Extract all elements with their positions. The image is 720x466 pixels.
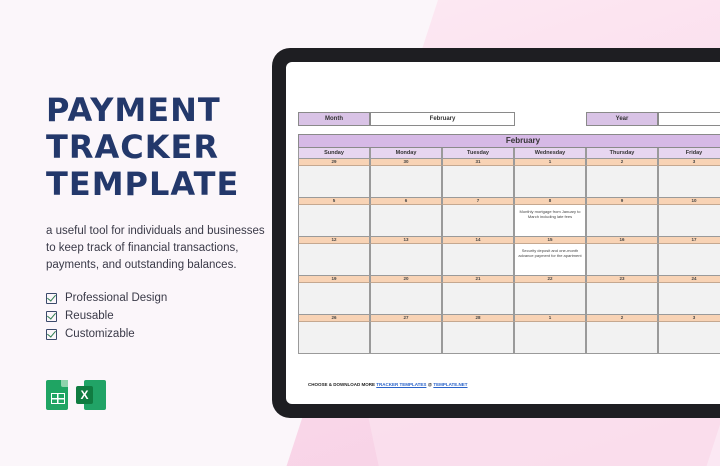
note-row [298, 166, 720, 198]
note-cell[interactable]: Security deposit and one-month advance payment for the apartment [514, 244, 586, 276]
date-cell: 3 [658, 315, 720, 322]
note-row [298, 205, 720, 237]
note-cell[interactable] [514, 322, 586, 354]
note-cell[interactable] [370, 283, 442, 315]
date-cell: 3 [658, 159, 720, 166]
note-cell[interactable] [370, 205, 442, 237]
year-label: Year [586, 112, 658, 126]
feature-item [46, 289, 276, 307]
date-cell: 23 [586, 276, 658, 283]
date-cell: 9 [586, 198, 658, 205]
note-cell[interactable] [370, 244, 442, 276]
date-cell: 2 [586, 159, 658, 166]
date-cell: 1 [514, 315, 586, 322]
google-sheets-icon [46, 380, 68, 410]
year-value[interactable] [658, 112, 720, 126]
description: a useful tool for individuals and businesses to keep track of financial transactions, payments, and outstanding balances. [46, 225, 265, 271]
checkbox-icon [46, 311, 57, 322]
feature-item [46, 307, 276, 325]
date-row [298, 159, 720, 166]
date-cell: 22 [514, 276, 586, 283]
date-cell: 8 [514, 198, 586, 205]
title-line-2: TRACKER [46, 128, 220, 166]
hero-section [46, 92, 276, 343]
note-cell[interactable] [514, 283, 586, 315]
date-cell: 24 [658, 276, 720, 283]
weekday-label: Thursday [586, 148, 658, 159]
date-cell: 1 [514, 159, 586, 166]
weekday-label: Wednesday [514, 148, 586, 159]
note-row [298, 283, 720, 315]
note-cell[interactable] [442, 205, 514, 237]
note-cell[interactable] [658, 166, 720, 198]
calendar-week [298, 237, 720, 276]
weekday-label: Friday [658, 148, 720, 159]
date-cell: 17 [658, 237, 720, 244]
note-cell[interactable] [298, 322, 370, 354]
date-cell: 2 [586, 315, 658, 322]
calendar-grid [298, 134, 720, 354]
date-cell: 28 [442, 315, 514, 322]
footer-separator: @ [427, 382, 433, 387]
calendar-week [298, 159, 720, 198]
note-cell[interactable] [442, 283, 514, 315]
weekday-label: Sunday [298, 148, 370, 159]
note-cell[interactable]: Monthly mortgage from January to March including late fees [514, 205, 586, 237]
weekday-header [298, 148, 720, 159]
note-cell[interactable] [658, 205, 720, 237]
date-row [298, 237, 720, 244]
date-cell: 15 [514, 237, 586, 244]
calendar-title: February [298, 134, 720, 148]
note-cell[interactable] [514, 166, 586, 198]
feature-item [46, 325, 276, 343]
note-row [298, 322, 720, 354]
note-cell[interactable] [442, 322, 514, 354]
note-cell[interactable] [370, 322, 442, 354]
feature-label: Professional Design [65, 292, 168, 304]
note-cell[interactable] [442, 166, 514, 198]
date-cell: 13 [370, 237, 442, 244]
date-cell: 26 [298, 315, 370, 322]
footer-link-site[interactable]: TEMPLATE.NET [433, 382, 468, 387]
footer-prefix: CHOOSE & DOWNLOAD MORE [308, 382, 375, 387]
month-year-header [298, 112, 720, 126]
checkbox-icon [46, 329, 57, 340]
note-cell[interactable] [658, 283, 720, 315]
note-cell[interactable] [586, 322, 658, 354]
title-line-3: TEMPLATE [46, 165, 240, 203]
date-cell: 31 [442, 159, 514, 166]
app-icons [46, 380, 106, 410]
calendar-weeks [298, 159, 720, 354]
feature-label: Customizable [65, 328, 135, 340]
date-cell: 29 [298, 159, 370, 166]
date-row [298, 276, 720, 283]
date-cell: 12 [298, 237, 370, 244]
date-row [298, 198, 720, 205]
date-row [298, 315, 720, 322]
date-cell: 20 [370, 276, 442, 283]
note-cell[interactable] [442, 244, 514, 276]
tablet-frame [272, 48, 720, 418]
note-cell[interactable] [586, 166, 658, 198]
note-cell[interactable] [586, 205, 658, 237]
date-cell: 19 [298, 276, 370, 283]
date-cell: 6 [370, 198, 442, 205]
date-cell: 21 [442, 276, 514, 283]
note-cell[interactable] [298, 283, 370, 315]
spreadsheet [298, 112, 720, 320]
weekday-label: Tuesday [442, 148, 514, 159]
excel-icon: X [76, 380, 106, 410]
note-cell[interactable] [298, 166, 370, 198]
month-value[interactable]: February [370, 112, 515, 126]
month-label: Month [298, 112, 370, 126]
date-cell: 10 [658, 198, 720, 205]
footer-link-templates[interactable]: TRACKER TEMPLATES [376, 382, 427, 387]
date-cell: 7 [442, 198, 514, 205]
note-cell[interactable] [298, 205, 370, 237]
feature-list [46, 289, 276, 343]
tablet-screen [286, 62, 720, 404]
note-cell[interactable] [658, 322, 720, 354]
date-cell: 16 [586, 237, 658, 244]
date-cell: 14 [442, 237, 514, 244]
title-line-1: PAYMENT [46, 91, 221, 129]
note-cell[interactable] [370, 166, 442, 198]
note-row [298, 244, 720, 276]
date-cell: 27 [370, 315, 442, 322]
note-cell[interactable] [658, 244, 720, 276]
note-cell[interactable] [586, 244, 658, 276]
note-cell[interactable] [586, 283, 658, 315]
calendar-week [298, 276, 720, 315]
calendar-week [298, 198, 720, 237]
calendar-week [298, 315, 720, 354]
footer-text [308, 382, 468, 387]
date-cell: 5 [298, 198, 370, 205]
date-cell: 30 [370, 159, 442, 166]
checkbox-icon [46, 293, 57, 304]
note-cell[interactable] [298, 244, 370, 276]
weekday-label: Monday [370, 148, 442, 159]
feature-label: Reusable [65, 310, 114, 322]
